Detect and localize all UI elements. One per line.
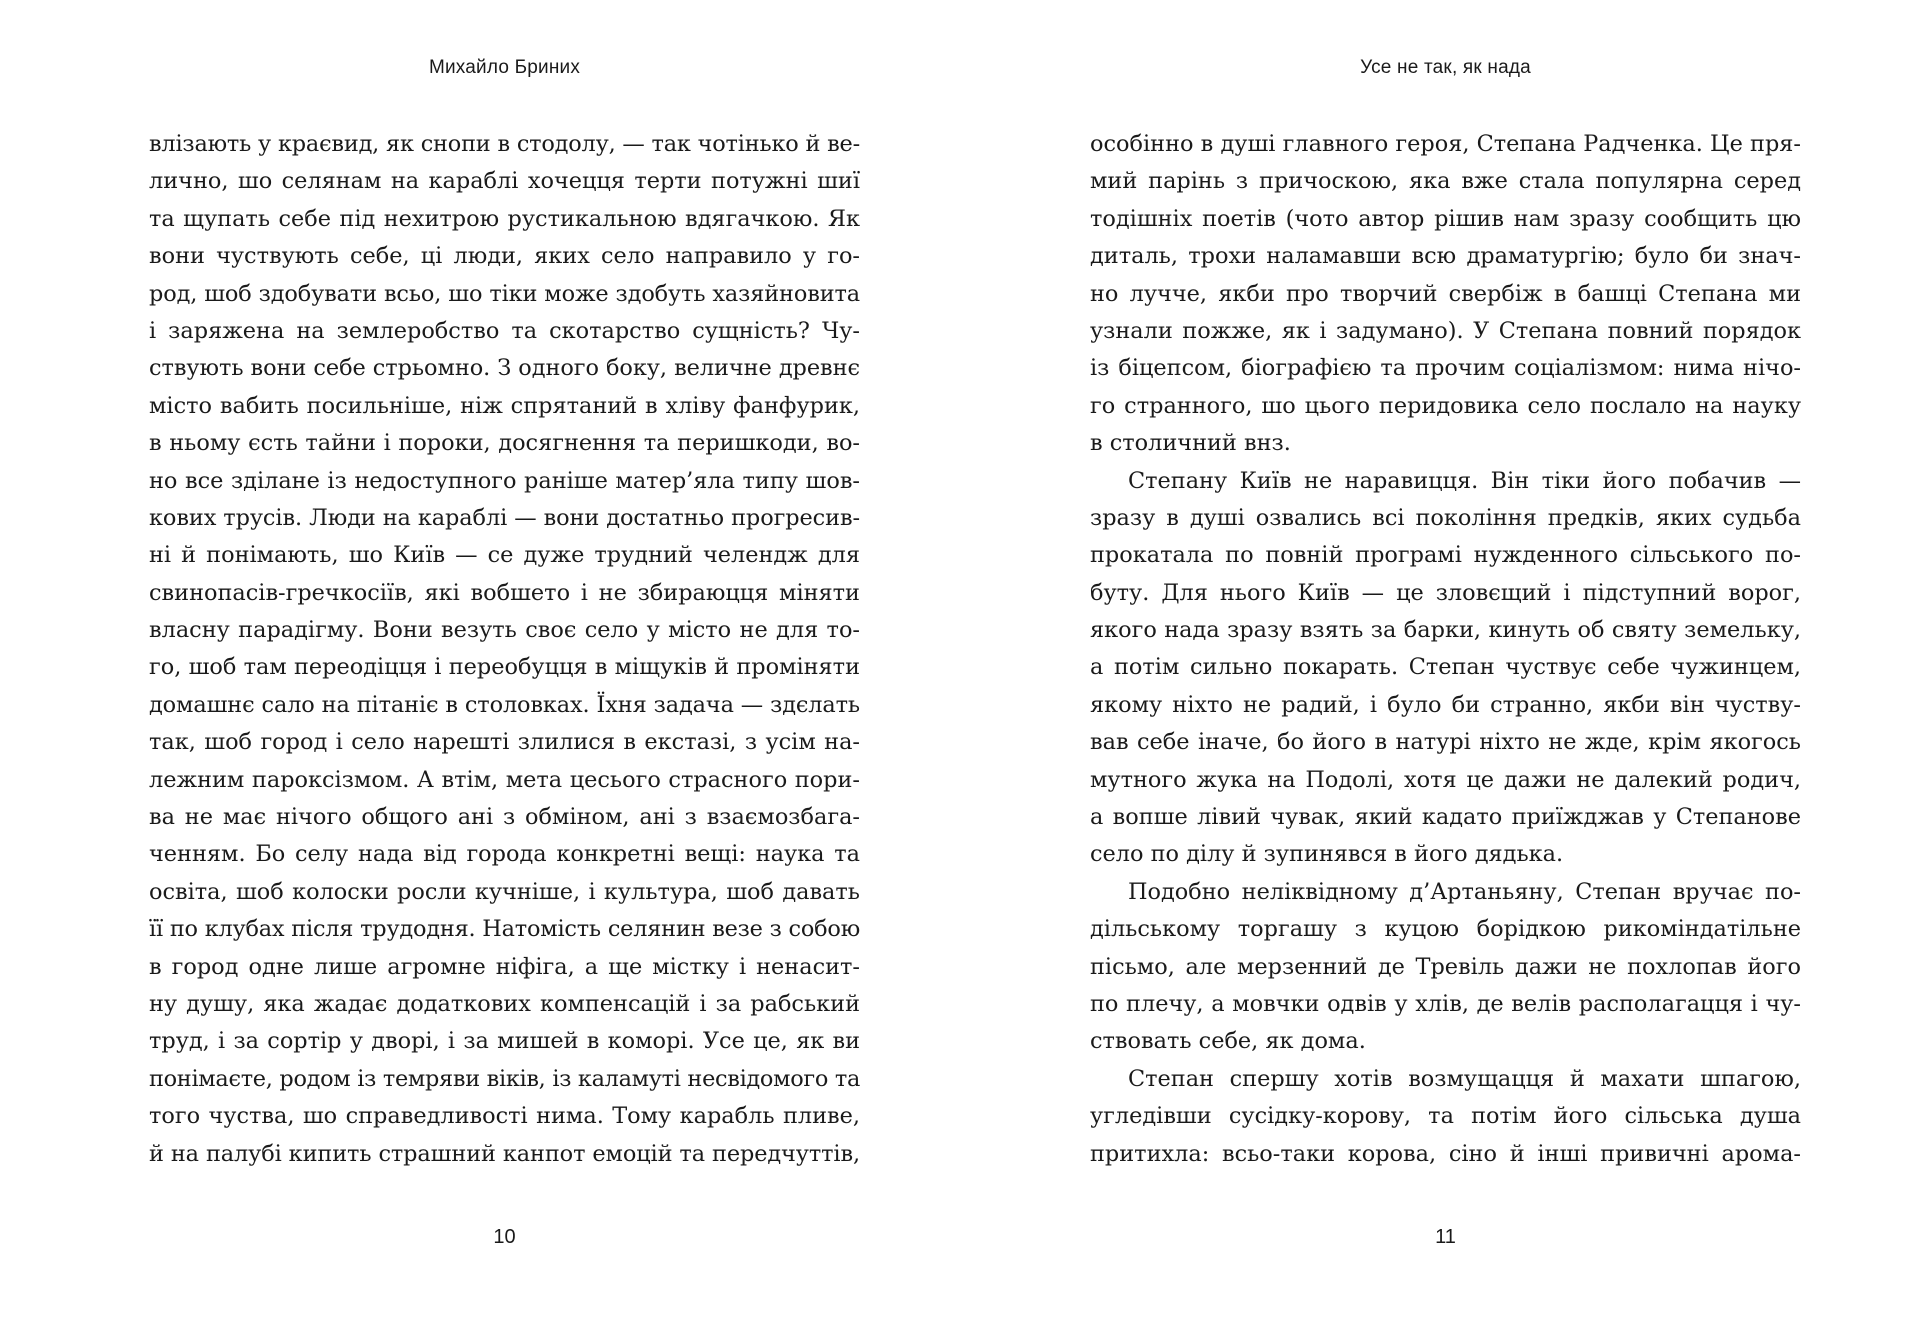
text-line: прокатала по повній програмі нужденного сільського по- xyxy=(1090,542,1801,569)
text-line: го странного, шо цього перидовика село послало на науку xyxy=(1090,392,1801,419)
text-line: ствовать себе, як дома. xyxy=(1090,1028,1366,1055)
right-page xyxy=(960,0,1920,1324)
text-line: тодішніх поетів (чото автор рішив нам зразу сообщить цю xyxy=(1090,205,1801,232)
text-line: Степану Київ не наравицця. Він тіки його побачив — xyxy=(1128,467,1801,494)
text-line: буту. Для нього Київ — це зловєщий і підступний ворог, xyxy=(1090,579,1801,606)
text-line: но лучче, якби про творчий свербіж в башці Степана ми xyxy=(1090,280,1801,307)
text-line: пісьмо, але мерзенний де Тревіль дажи не похлопав його xyxy=(1090,953,1801,980)
running-header-title: Усе не так, як нада xyxy=(1360,57,1531,78)
text-line: в ньому єсть тайни і пороки, досягнення та перишкоди, во- xyxy=(149,430,860,457)
text-line: село по ділу й зупинявся в його дядька. xyxy=(1090,841,1564,868)
text-line: мутного жука на Подолі, хотя це дажи не далекий родич, xyxy=(1090,766,1801,793)
text-line: узнали пожже, як і задумано). У Степана повний порядок xyxy=(1090,317,1801,344)
text-line: місто вабить посильніше, ніж спрятаний в хліву фанфурик, xyxy=(149,392,860,419)
text-line: ствують вони себе стрьомно. З одного боку, величне древнє xyxy=(149,355,860,382)
text-line: а потім сильно покарать. Степан чуствує себе чужинцем, xyxy=(1090,654,1801,681)
text-line: та щупать себе під нехитрою рустикальною вдягачкою. Як xyxy=(149,205,860,232)
running-header-author: Михайло Бриних xyxy=(428,57,581,78)
text-line: зразу в душі озвались всі покоління предків, яких судьба xyxy=(1090,504,1801,531)
text-line: вони чуствують себе, ці люди, яких село направило у го- xyxy=(149,243,860,270)
text-line: Степан спершу хотів возмущацця й махати шпагою, xyxy=(1128,1065,1801,1092)
text-line: вав себе іначе, бо його в натурі ніхто не жде, крім якогось xyxy=(1090,729,1801,756)
text-line: в город одне лише агромне ніфіга, а ще містку і ненасит- xyxy=(149,953,860,980)
text-line: із біцепсом, біографією та прочим соціалізмом: нима нічо- xyxy=(1090,355,1801,382)
text-line: особінно в душі главного героя, Степана Радченка. Це пря- xyxy=(1090,131,1801,157)
text-line: так, шоб город і село нарешті злилися в екстазі, з усім на- xyxy=(149,729,860,756)
text-line: угледівши сусідку-корову, та потім його сільська душа xyxy=(1090,1103,1801,1130)
text-line: диталь, трохи наламавши всю драматургію; було би знач- xyxy=(1090,243,1801,270)
text-line: мий парінь з причоскою, яка вже стала популярна серед xyxy=(1090,168,1801,195)
text-line: ва не має нічого общого ані з обміном, ані з взаємозбага- xyxy=(149,804,860,831)
text-line: притихла: всьо-таки корова, сіно й інші привичні арома- xyxy=(1090,1140,1801,1167)
text-line: по плечу, а мовчки одвів у хлів, де велів располагацця і чу- xyxy=(1090,990,1801,1017)
text-line: освіта, шоб колоски росли кучніше, і культура, шоб давать xyxy=(149,878,860,905)
text-line: труд, і за сортір у дворі, і за мишей в коморі. Усе це, як ви xyxy=(149,1028,860,1055)
text-line: род, шоб здобувати всьо, шо тіки може здобуть хазяйновита xyxy=(149,280,860,307)
text-line: го, шоб там переодіцця і переобуцця в міщуків й проміняти xyxy=(149,654,860,681)
page-number: 11 xyxy=(1435,1226,1456,1248)
text-line: ченням. Бо селу нада від города конкретні вещі: наука та xyxy=(149,841,860,868)
text-line: того чуства, шо справедливості нима. Тому карабль пливе, xyxy=(149,1103,860,1130)
text-line: й на палубі кипить страшний канпот емоцій та передчуттів, xyxy=(149,1140,860,1167)
text-line: влізають у краєвид, як снопи в стодолу, — так чотінько й ве- xyxy=(149,131,860,157)
text-line: свинопасів-гречкосіїв, які вобшето і не збираюцця міняти xyxy=(149,579,860,606)
text-line: і заряжена на землеробство та скотарство сущність? Чу- xyxy=(149,317,860,344)
text-line: домашнє сало на пітаніє в столовках. Їхня задача — здєлать xyxy=(149,691,860,718)
text-line: якому ніхто не радий, і було би странно, якби він чуству- xyxy=(1090,691,1801,718)
text-line: ні й понімають, шо Київ — се дуже трудний челендж для xyxy=(149,542,860,569)
text-line: ну душу, яка жадає додаткових компенсацій і за рабський xyxy=(149,990,860,1017)
right-page-text xyxy=(1090,126,1801,1173)
text-line: дільському торгашу з куцою борідкою рикоміндатільне xyxy=(1090,916,1801,943)
text-line: лежним пароксізмом. А втім, мета цесього страсного пори- xyxy=(149,766,860,793)
left-page-text xyxy=(149,126,860,1173)
text-line: Подобно неліквідному д’Артаньяну, Степан вручає по- xyxy=(1128,878,1801,905)
page-number: 10 xyxy=(493,1226,516,1248)
text-line: лично, шо селянам на караблі хочецця терти потужні шиї xyxy=(149,168,860,195)
text-line: понімаєте, родом із темряви віків, із каламуті несвідомого та xyxy=(149,1065,860,1092)
text-line: кових трусів. Люди на караблі — вони достатньо прогресив- xyxy=(149,504,860,531)
text-line: якого нада зразу взять за барки, кинуть об святу земельку, xyxy=(1090,617,1801,644)
text-line: но все зділане із недоступного раніше матер’яла типу шов- xyxy=(149,467,860,494)
text-line: власну парадігму. Вони везуть своє село у місто не для то- xyxy=(149,617,860,644)
text-line: в столичний внз. xyxy=(1090,430,1291,457)
text-line: а вопше лівий чувак, який кадато приїжджав у Степанове xyxy=(1090,804,1801,831)
text-line: її по клубах після трудодня. Натомість селянин везе з собою xyxy=(149,916,860,943)
